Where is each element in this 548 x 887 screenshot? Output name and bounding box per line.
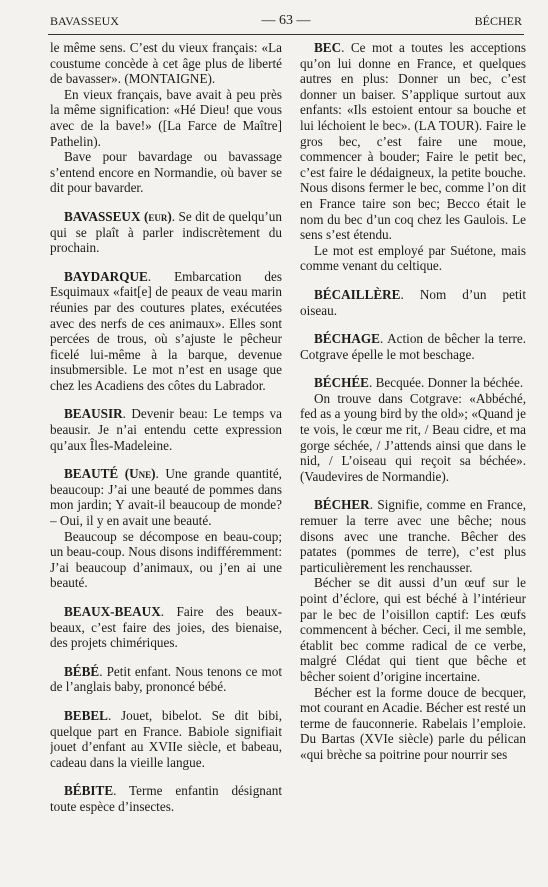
headword: BÉCHÉE [314,375,369,391]
entry-paragraph-bave: En vieux français, bave avait à peu près la même signification: «Hé Dieu! que vous avec de la bave!» ([La Farce de Maître] Pathelin). [50,86,282,149]
headword: BAYDARQUE [64,268,148,284]
entry-baydarque: BAYDARQUE. Embarcation des Esquimaux «fait[e] de peaux de veau marin réunies par des coutures plates, exécutées avec des nerfs de ces animaux». Elles sont percées de trous, où s’ajuste le pêcheur ficelé lui-même à la barque, devenue insubmersible. Le mot n’est en usage que chez les Acadiens des côtes du Labrador. [50,268,282,393]
header-rule [48,34,524,35]
entry-paragraph-becher-2: Bécher se dit aussi d’un œuf sur le point d’éclore, qui est béché à l’intérieur par le bec de l’oisillon captif: Les œufs commencent à bécher. Ceci, il me semble, établit bec comme radical de ce verbe, malgré Clédat qui tient que bêche et bêcher soient d’origine incertaine. [300,575,526,684]
headword: BAVASSEUX (eur) [64,208,172,224]
headword: BEAUTÉ (Une) [64,466,156,482]
entry-paragraph-beaucoup: Beaucoup se décompose en beau-coup; un beau-coup. Nous disons indifféremment: J’ai beaucoup d’animaux, ou j’en ai une beauté. [50,528,282,591]
entry-beaux-beaux: BEAUX-BEAUX. Faire des beaux-beaux, c’est faire des joies, des bienaise, des projets chimériques. [50,604,282,651]
entry-bechage: BÉCHAGE. Action de bêcher la terre. Cotgrave épelle le mot beschage. [300,331,526,362]
headword: BEC [314,40,342,55]
entry-paragraph-bave-2: Bave pour bavardage ou bavassage s’entend encore en Normandie, où baver se dit pour bavarder. [50,149,282,196]
headword: BEAUX-BEAUX [64,604,161,619]
headword: BÉCAILLÈRE [314,286,401,302]
page-number: — 63 — [261,13,311,28]
entry-bec: BEC. Ce mot a toutes les acceptions qu’on lui donne en France, et quelques autres en plus: Donner un bec, c’est donner un baiser. S’applique surtout aux enfants: «Ils estoient entour sa bouche et lui léchoient le bec». (LA TOUR). Faire le gros bec, c’est faire une moue, commencer à bouder; Faire le petit bec, c’est faire le dédaigneux, la petite bouche. Nous disons fermer le bec, comme l’on dit en France taire son bec; Becco était le nom du bec d’un coq chez les Gaulois. Le sens s’est étendu. [300,40,526,243]
entry-beaute: BEAUTÉ (Une). Une grande quantité, beaucoup: J’ai une beauté de pommes dans mon jardin; Y avait-il beaucoup de monde? – Oui, il y en avait une beauté. [50,466,282,529]
headword: BÉCHAGE [314,331,380,347]
entry-bechee: BÉCHÉE. Becquée. Donner la béchée. [314,375,524,391]
headword: BÉBÉ [64,663,100,679]
headword: BÉCHER [314,497,370,513]
entry-continuation: le même sens. C’est du vieux français: «La coustume concède à cet âge plus de liberté de bavasser». (MONTAIGNE). [50,40,282,87]
headword: BEBEL [64,707,108,723]
entry-becher: BÉCHER. Signifie, comme en France, remuer la terre avec une bêche; nous disons avec une tranche. Bêcher des patates (pommes de terre), c’est plus particulièrement les renchausser. [300,497,526,575]
entry-bebite: BÉBITE. Terme enfantin désignant toute espèce d’insectes. [50,783,282,814]
entry-bebe: BÉBÉ. Petit enfant. Nous tenons ce mot de l’anglais baby, prononcé bébé. [50,663,282,695]
entry-bavasseux: BAVASSEUX (eur). Se dit de quelqu’un qui se plaît à parler indiscrètement du prochain. [50,208,282,256]
headword: BEAUSIR [64,406,123,422]
left-column [50,40,282,885]
entry-paragraph-bec-2: Le mot est employé par Suétone, mais comme venant du celtique. [300,242,526,274]
entry-beausir: BEAUSIR. Devenir beau: Le temps va beausir. Je n’ai entendu cette expression qu’aux Îles-Madeleine. [50,406,282,453]
entry-paragraph-bechee-2: On trouve dans Cotgrave: «Abbéché, fed as a young bird by the old»; «Quand je te vois, le cœur me rit, / Beau cidre, et ma gorge séchée, / J’attends ainsi que dans le nid, / L’oiseau qui reçoit sa béchée». (Vaudevires de Normandie). [300,390,526,484]
entry-becaillere: BÉCAILLÈRE. Nom d’un petit oiseau. [300,286,526,318]
header-left-guide-word: BAVASSEUX [50,14,119,28]
header-right-guide-word: BÉCHER [474,14,522,28]
entry-bebel: BEBEL. Jouet, bibelot. Se dit bibi, quelque part en France. Babiole signifiait jouet d’enfant au XVIIe siècle, et babeau, cadeau dans la vieille langue. [50,707,282,770]
headword: BÉBITE [64,783,114,799]
entry-paragraph-becher-3: Bécher est la forme douce de becquer, mot courant en Acadie. Bécher est resté un terme de fauconnerie. Rabelais l’emploie. Du Bartas (XVIe siècle) parle du pélican «qui brèche sa poitrine pour nourrir ses [300,684,526,762]
page-header [50,14,522,30]
right-column [300,40,526,885]
